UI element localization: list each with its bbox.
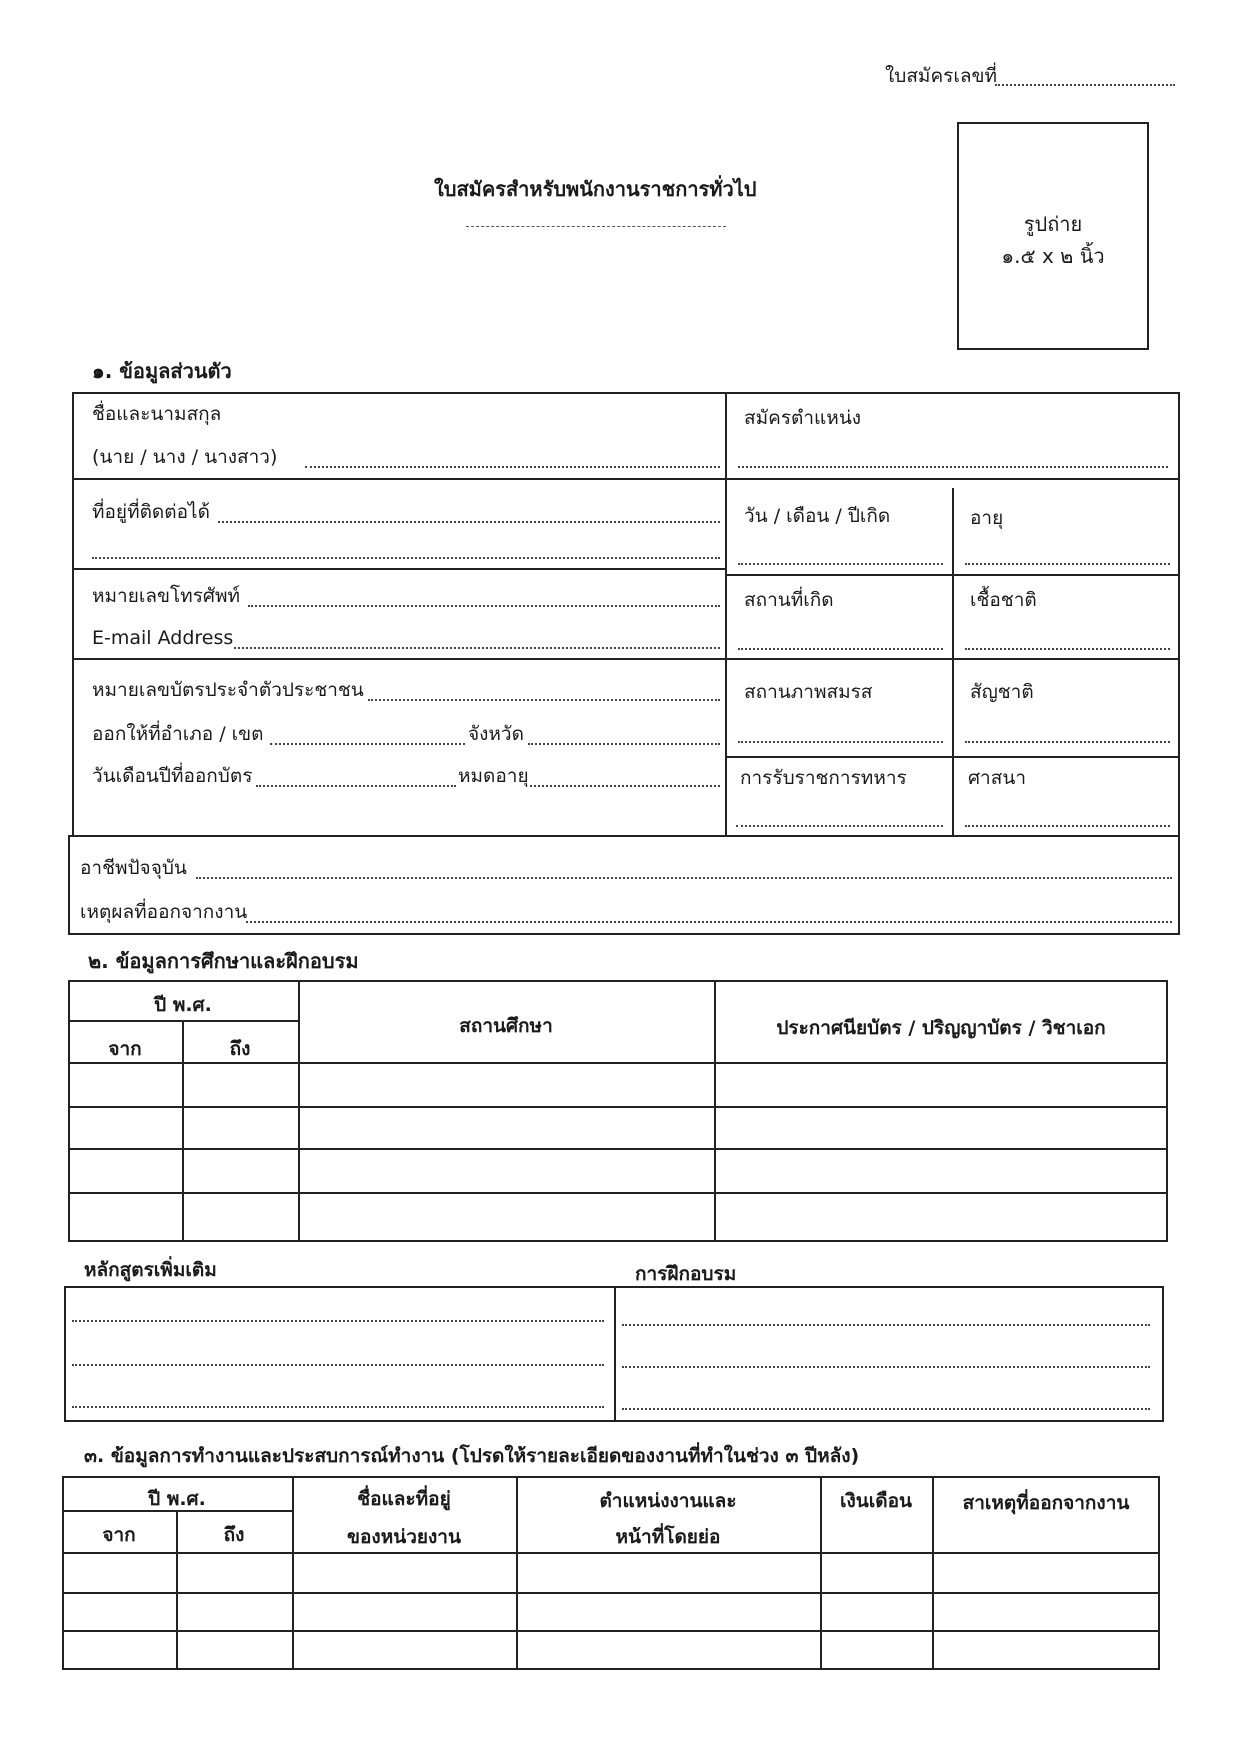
reason-header: สาเหตุที่ออกจากงาน [962, 1492, 1130, 1514]
edu-to-header: ถึง [229, 1038, 251, 1060]
photo-box [957, 122, 1149, 350]
training-line-3[interactable] [622, 1408, 1150, 1410]
work-to-header: ถึง [223, 1524, 245, 1546]
section2-heading: ๒. ข้อมูลการศึกษาและฝึกอบรม [88, 949, 359, 973]
nationality-field[interactable] [965, 741, 1170, 743]
org-header-line1: ชื่อและที่อยู่ [357, 1488, 451, 1510]
divider [72, 568, 725, 570]
issued-district-field[interactable] [270, 743, 465, 745]
issue-date-label: วันเดือนปีที่ออกบัตร [92, 765, 253, 787]
training-line-2[interactable] [622, 1366, 1150, 1368]
province-field[interactable] [528, 743, 720, 745]
divider [62, 1552, 1160, 1554]
position-label: สมัครตำแหน่ง [744, 407, 862, 429]
divider [72, 658, 1180, 660]
phone-label: หมายเลขโทรศัพท์ [92, 585, 241, 607]
application-number-label: ใบสมัครเลขที่ [885, 65, 998, 87]
marital-status-field[interactable] [738, 741, 943, 743]
address-field-1[interactable] [218, 521, 720, 523]
edu-from-header: จาก [108, 1038, 142, 1060]
section3-heading: ๓. ข้อมูลการทำงานและประสบการณ์ทำงาน (โปรดให้รายละเอียดของงานที่ทำในช่วง ๓ ปีหลัง) [84, 1445, 860, 1467]
dob-field[interactable] [738, 563, 943, 565]
divider [614, 1286, 616, 1422]
province-label: จังหวัด [468, 723, 524, 745]
age-field[interactable] [965, 563, 1170, 565]
religion-field[interactable] [965, 825, 1170, 827]
divider [725, 392, 727, 837]
extra-courses-label: หลักสูตรเพิ่มเติม [84, 1259, 217, 1281]
issue-date-field[interactable] [256, 785, 456, 787]
title-underline [466, 226, 726, 227]
nationality-label: สัญชาติ [970, 681, 1034, 703]
divider [68, 1192, 1168, 1194]
photo-label: รูปถ่าย [1023, 212, 1083, 236]
edu-year-header: ปี พ.ศ. [154, 994, 212, 1016]
name-label: ชื่อและนามสกุล [92, 403, 222, 425]
position-header-line1: ตำแหน่งงานและ [599, 1490, 737, 1512]
application-number-field[interactable] [995, 84, 1175, 86]
expiry-label: หมดอายุ [458, 765, 529, 787]
divider [68, 1020, 298, 1022]
form-title: ใบสมัครสำหรับพนักงานราชการทั่วไป [434, 177, 757, 201]
religion-label: ศาสนา [968, 767, 1026, 789]
phone-field[interactable] [248, 605, 720, 607]
email-field[interactable] [234, 647, 720, 649]
degree-header: ประกาศนียบัตร / ปริญญาบัตร / วิชาเอก [776, 1017, 1106, 1039]
divider [68, 1106, 1168, 1108]
ethnicity-field[interactable] [965, 648, 1170, 650]
dob-label: วัน / เดือน / ปีเกิด [744, 505, 891, 527]
issued-district-label: ออกให้ที่อำเภอ / เขต [92, 723, 264, 745]
email-label: E-mail Address [92, 627, 234, 649]
leave-reason-field[interactable] [246, 921, 1172, 923]
training-line-1[interactable] [622, 1324, 1150, 1326]
military-service-field[interactable] [736, 825, 943, 827]
extra-course-line-2[interactable] [72, 1364, 604, 1366]
org-header-line2: ของหน่วยงาน [347, 1526, 461, 1548]
birthplace-field[interactable] [738, 648, 943, 650]
work-from-header: จาก [102, 1524, 136, 1546]
leave-reason-label: เหตุผลที่ออกจากงาน [80, 901, 248, 923]
training-label: การฝึกอบรม [635, 1263, 737, 1285]
age-label: อายุ [970, 507, 1004, 529]
id-number-field[interactable] [368, 699, 720, 701]
photo-size-label: ๑.๕ x ๒ นิ้ว [1001, 244, 1105, 268]
school-header: สถานศึกษา [459, 1015, 553, 1037]
title-options-label: (นาย / นาง / นางสาว) [92, 446, 278, 468]
divider [952, 488, 954, 837]
divider [62, 1592, 1160, 1594]
birthplace-label: สถานที่เกิด [744, 589, 834, 611]
ethnicity-label: เชื้อชาติ [970, 589, 1037, 611]
divider [72, 478, 1180, 480]
divider [62, 1630, 1160, 1632]
salary-header: เงินเดือน [840, 1490, 912, 1512]
occupation-field[interactable] [196, 877, 1172, 879]
expiry-field[interactable] [530, 785, 720, 787]
marital-status-label: สถานภาพสมรส [744, 681, 873, 703]
position-field[interactable] [738, 466, 1168, 468]
address-field-2[interactable] [92, 557, 720, 559]
position-header-line2: หน้าที่โดยย่อ [615, 1526, 721, 1548]
address-label: ที่อยู่ที่ติดต่อได้ [92, 501, 210, 523]
military-service-label: การรับราชการทหาร [740, 767, 907, 789]
extra-course-line-1[interactable] [72, 1320, 604, 1322]
extra-course-line-3[interactable] [72, 1406, 604, 1408]
section1-heading: ๑. ข้อมูลส่วนตัว [92, 359, 232, 383]
work-year-header: ปี พ.ศ. [148, 1488, 206, 1510]
occupation-label: อาชีพปัจจุบัน [80, 857, 187, 879]
divider [68, 1148, 1168, 1150]
id-number-label: หมายเลขบัตรประจำตัวประชาชน [92, 679, 364, 701]
name-field[interactable] [305, 466, 720, 468]
